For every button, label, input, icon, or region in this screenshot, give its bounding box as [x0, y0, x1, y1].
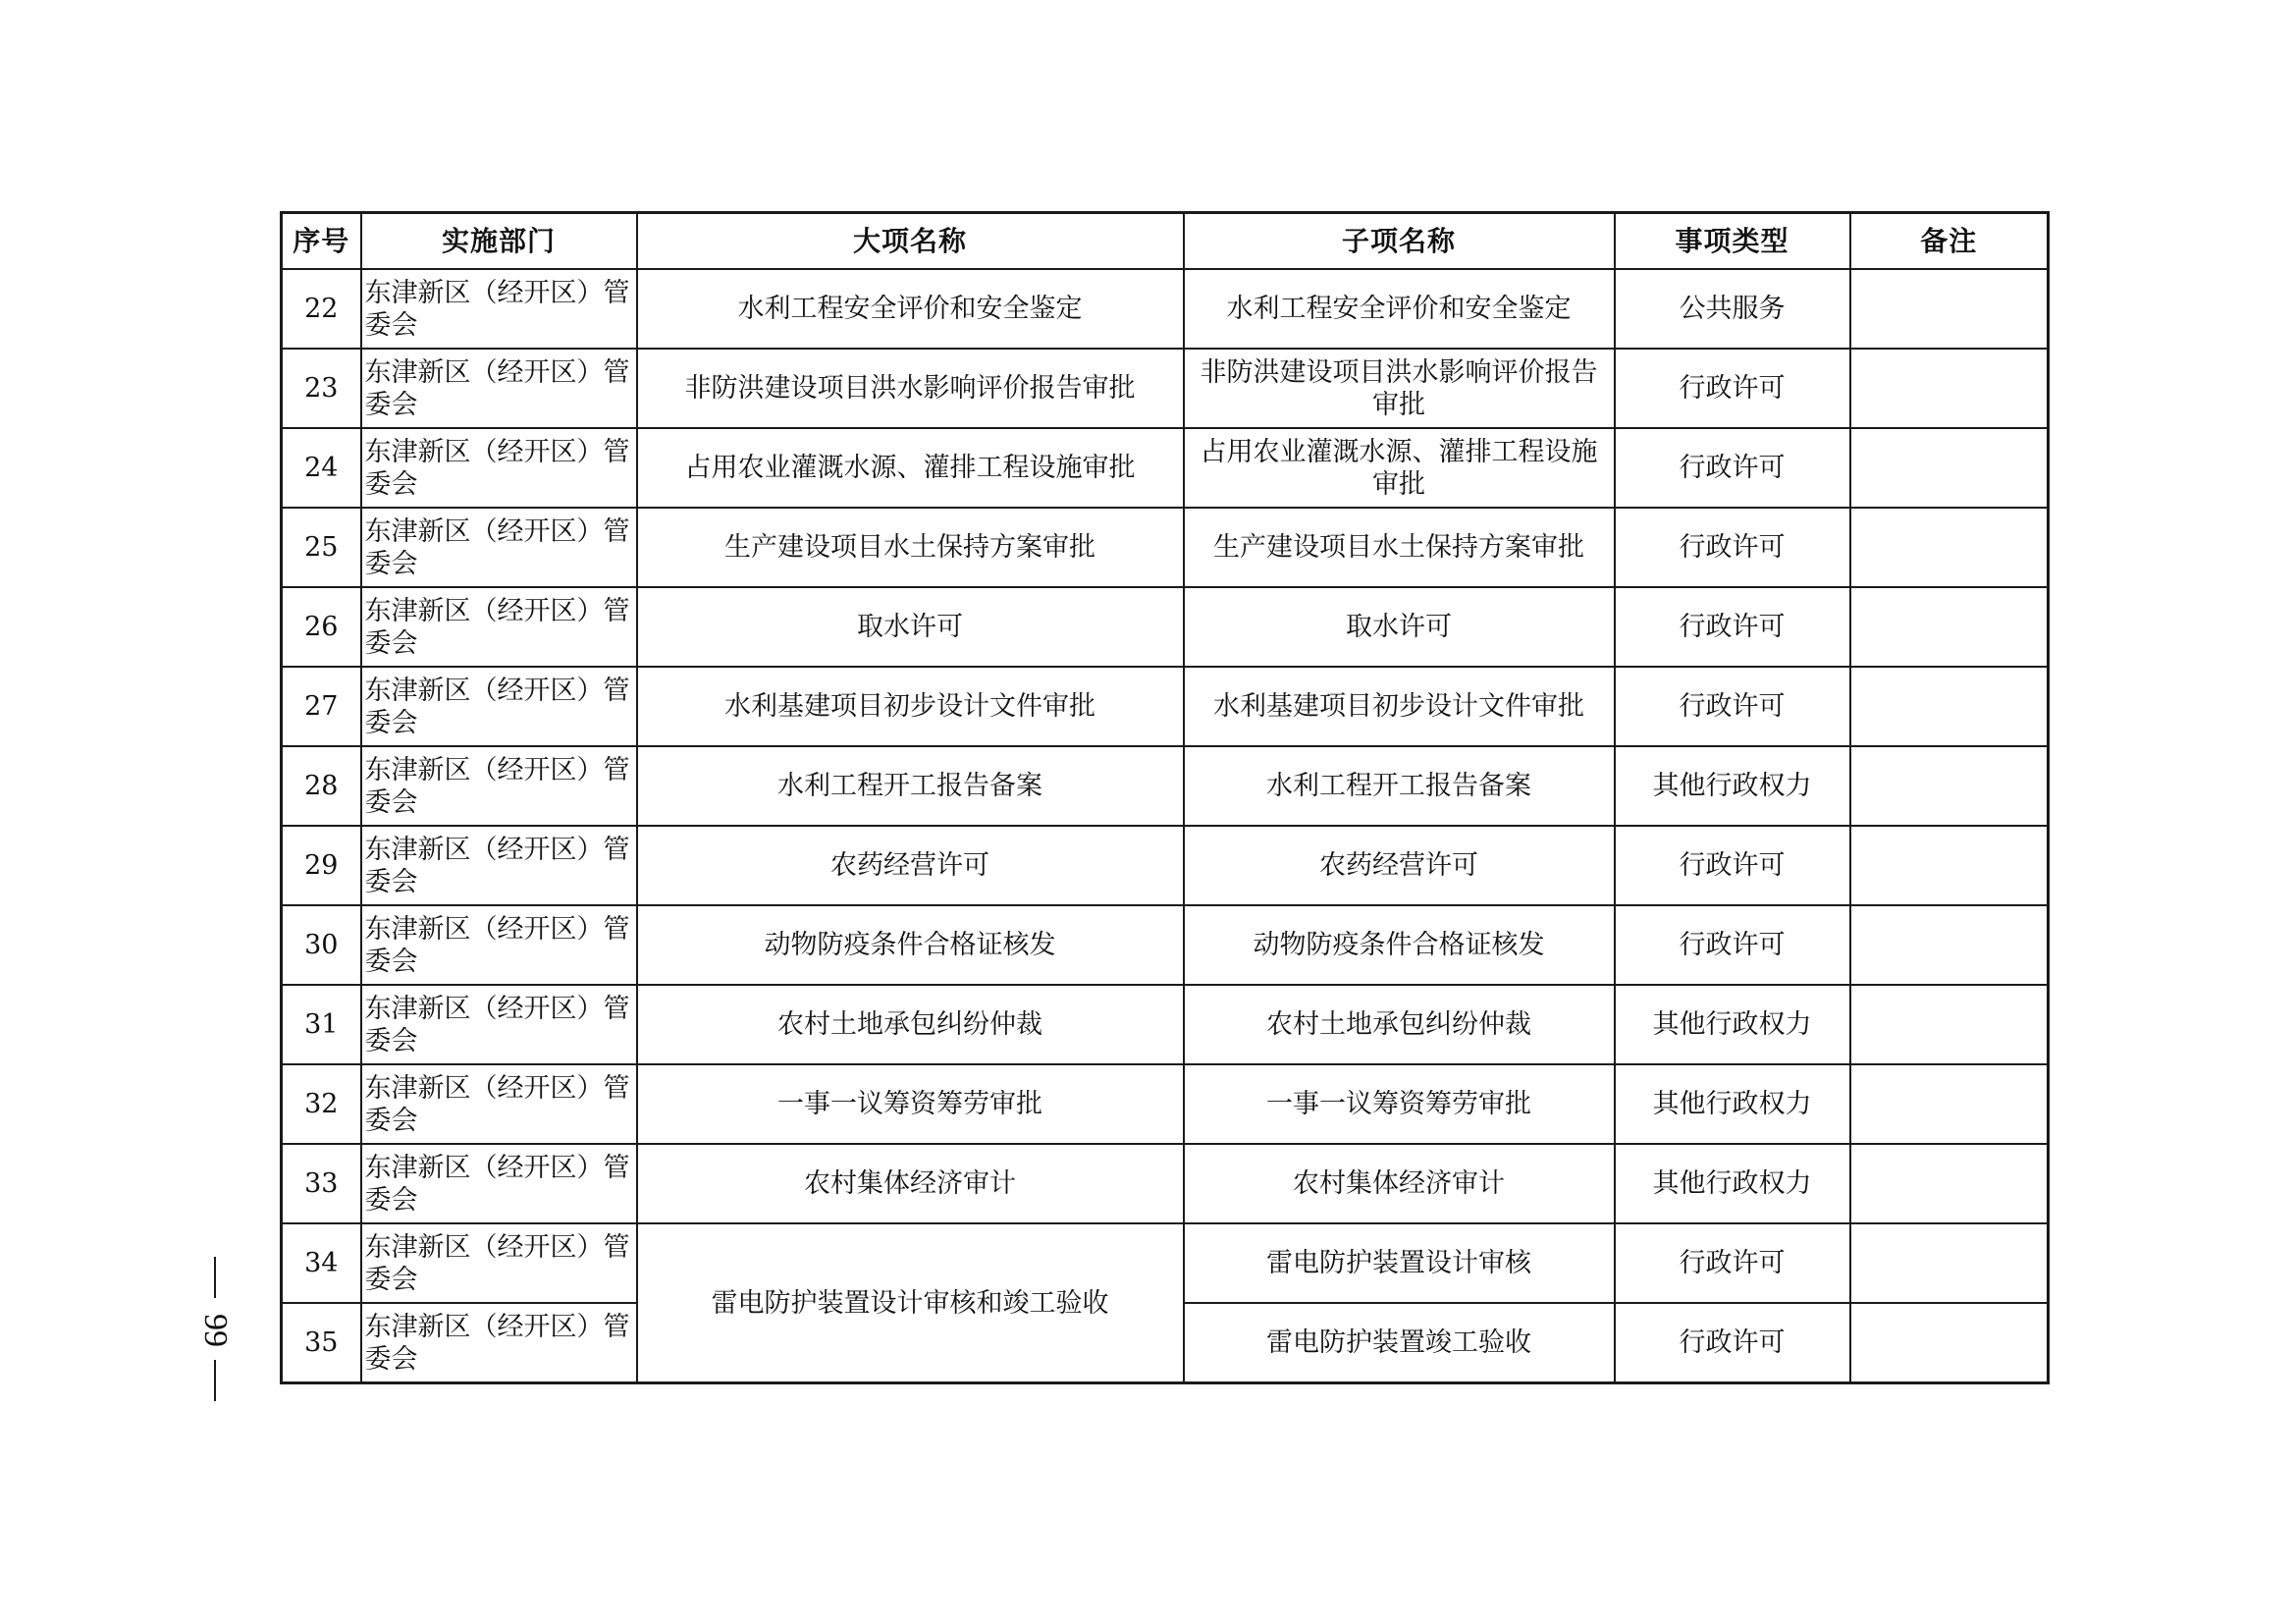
- page-number-marker: [191, 1257, 240, 1404]
- table-row: [282, 1144, 2049, 1223]
- cell-note: [1850, 349, 2049, 428]
- cell-type: 行政许可: [1615, 587, 1850, 667]
- header-item: 大项名称: [637, 213, 1184, 270]
- cell-seq: 34: [282, 1223, 361, 1303]
- cell-item: 农村土地承包纠纷仲裁: [637, 985, 1184, 1064]
- cell-type: 其他行政权力: [1615, 985, 1850, 1064]
- table-row: [282, 587, 2049, 667]
- cell-item-merged: 雷电防护装置设计审核和竣工验收: [637, 1223, 1184, 1383]
- cell-seq: 35: [282, 1303, 361, 1383]
- cell-item: 生产建设项目水土保持方案审批: [637, 508, 1184, 587]
- cell-sub: 生产建设项目水土保持方案审批: [1184, 508, 1615, 587]
- cell-note: [1850, 428, 2049, 508]
- cell-dept: 东津新区（经开区）管委会: [361, 1303, 637, 1383]
- header-type: 事项类型: [1615, 213, 1850, 270]
- header-dept: 实施部门: [361, 213, 637, 270]
- table-row: [282, 269, 2049, 349]
- cell-item: 一事一议筹资筹劳审批: [637, 1064, 1184, 1144]
- cell-sub: 一事一议筹资筹劳审批: [1184, 1064, 1615, 1144]
- cell-sub: 占用农业灌溉水源、灌排工程设施审批: [1184, 428, 1615, 508]
- cell-item: 动物防疫条件合格证核发: [637, 905, 1184, 985]
- cell-type: 行政许可: [1615, 349, 1850, 428]
- cell-seq: 33: [282, 1144, 361, 1223]
- cell-type: 行政许可: [1615, 1223, 1850, 1303]
- table-row: [282, 349, 2049, 428]
- cell-note: [1850, 1064, 2049, 1144]
- cell-type: 行政许可: [1615, 1303, 1850, 1383]
- cell-dept: 东津新区（经开区）管委会: [361, 428, 637, 508]
- cell-dept: 东津新区（经开区）管委会: [361, 985, 637, 1064]
- cell-note: [1850, 905, 2049, 985]
- cell-sub: 动物防疫条件合格证核发: [1184, 905, 1615, 985]
- cell-seq: 32: [282, 1064, 361, 1144]
- cell-note: [1850, 746, 2049, 826]
- cell-sub: 水利工程安全评价和安全鉴定: [1184, 269, 1615, 349]
- cell-seq: 23: [282, 349, 361, 428]
- cell-item: 农村集体经济审计: [637, 1144, 1184, 1223]
- header-sub: 子项名称: [1184, 213, 1615, 270]
- cell-note: [1850, 508, 2049, 587]
- cell-seq: 22: [282, 269, 361, 349]
- table-row: [282, 667, 2049, 746]
- cell-sub: 雷电防护装置竣工验收: [1184, 1303, 1615, 1383]
- cell-note: [1850, 1223, 2049, 1303]
- cell-note: [1850, 269, 2049, 349]
- cell-dept: 东津新区（经开区）管委会: [361, 587, 637, 667]
- cell-sub: 农药经营许可: [1184, 826, 1615, 905]
- cell-type: 行政许可: [1615, 667, 1850, 746]
- cell-note: [1850, 985, 2049, 1064]
- cell-item: 水利基建项目初步设计文件审批: [637, 667, 1184, 746]
- table-row: [282, 428, 2049, 508]
- cell-item: 占用农业灌溉水源、灌排工程设施审批: [637, 428, 1184, 508]
- cell-dept: 东津新区（经开区）管委会: [361, 269, 637, 349]
- cell-note: [1850, 1303, 2049, 1383]
- page-number-dash-top: [214, 1257, 216, 1298]
- cell-seq: 29: [282, 826, 361, 905]
- cell-item: 取水许可: [637, 587, 1184, 667]
- cell-sub: 水利基建项目初步设计文件审批: [1184, 667, 1615, 746]
- cell-note: [1850, 667, 2049, 746]
- table-header-row: [282, 213, 2049, 270]
- cell-note: [1850, 587, 2049, 667]
- cell-dept: 东津新区（经开区）管委会: [361, 667, 637, 746]
- cell-type: 行政许可: [1615, 508, 1850, 587]
- cell-sub: 农村集体经济审计: [1184, 1144, 1615, 1223]
- cell-dept: 东津新区（经开区）管委会: [361, 1223, 637, 1303]
- cell-item: 水利工程安全评价和安全鉴定: [637, 269, 1184, 349]
- cell-type: 行政许可: [1615, 826, 1850, 905]
- page-number: 99: [197, 1314, 234, 1347]
- cell-note: [1850, 826, 2049, 905]
- cell-type: 行政许可: [1615, 905, 1850, 985]
- cell-dept: 东津新区（经开区）管委会: [361, 349, 637, 428]
- cell-type: 行政许可: [1615, 428, 1850, 508]
- items-table: [280, 211, 2050, 1384]
- cell-type: 公共服务: [1615, 269, 1850, 349]
- cell-sub: 取水许可: [1184, 587, 1615, 667]
- cell-seq: 25: [282, 508, 361, 587]
- cell-item: 水利工程开工报告备案: [637, 746, 1184, 826]
- table-row: [282, 826, 2049, 905]
- cell-type: 其他行政权力: [1615, 1144, 1850, 1223]
- cell-dept: 东津新区（经开区）管委会: [361, 826, 637, 905]
- table-row: [282, 1223, 2049, 1303]
- table-row: [282, 1064, 2049, 1144]
- table-row: [282, 905, 2049, 985]
- cell-dept: 东津新区（经开区）管委会: [361, 1064, 637, 1144]
- table-row: [282, 508, 2049, 587]
- header-note: 备注: [1850, 213, 2049, 270]
- cell-seq: 28: [282, 746, 361, 826]
- cell-type: 其他行政权力: [1615, 746, 1850, 826]
- page-number-dash-bottom: [214, 1360, 216, 1401]
- cell-seq: 26: [282, 587, 361, 667]
- cell-item: 农药经营许可: [637, 826, 1184, 905]
- cell-sub: 雷电防护装置设计审核: [1184, 1223, 1615, 1303]
- cell-dept: 东津新区（经开区）管委会: [361, 1144, 637, 1223]
- cell-note: [1850, 1144, 2049, 1223]
- cell-dept: 东津新区（经开区）管委会: [361, 905, 637, 985]
- cell-seq: 30: [282, 905, 361, 985]
- cell-dept: 东津新区（经开区）管委会: [361, 746, 637, 826]
- cell-type: 其他行政权力: [1615, 1064, 1850, 1144]
- cell-seq: 24: [282, 428, 361, 508]
- cell-item: 非防洪建设项目洪水影响评价报告审批: [637, 349, 1184, 428]
- table-row: [282, 985, 2049, 1064]
- cell-sub: 农村土地承包纠纷仲裁: [1184, 985, 1615, 1064]
- cell-seq: 27: [282, 667, 361, 746]
- cell-dept: 东津新区（经开区）管委会: [361, 508, 637, 587]
- cell-sub: 非防洪建设项目洪水影响评价报告审批: [1184, 349, 1615, 428]
- cell-sub: 水利工程开工报告备案: [1184, 746, 1615, 826]
- header-seq: 序号: [282, 213, 361, 270]
- cell-seq: 31: [282, 985, 361, 1064]
- table-row: [282, 746, 2049, 826]
